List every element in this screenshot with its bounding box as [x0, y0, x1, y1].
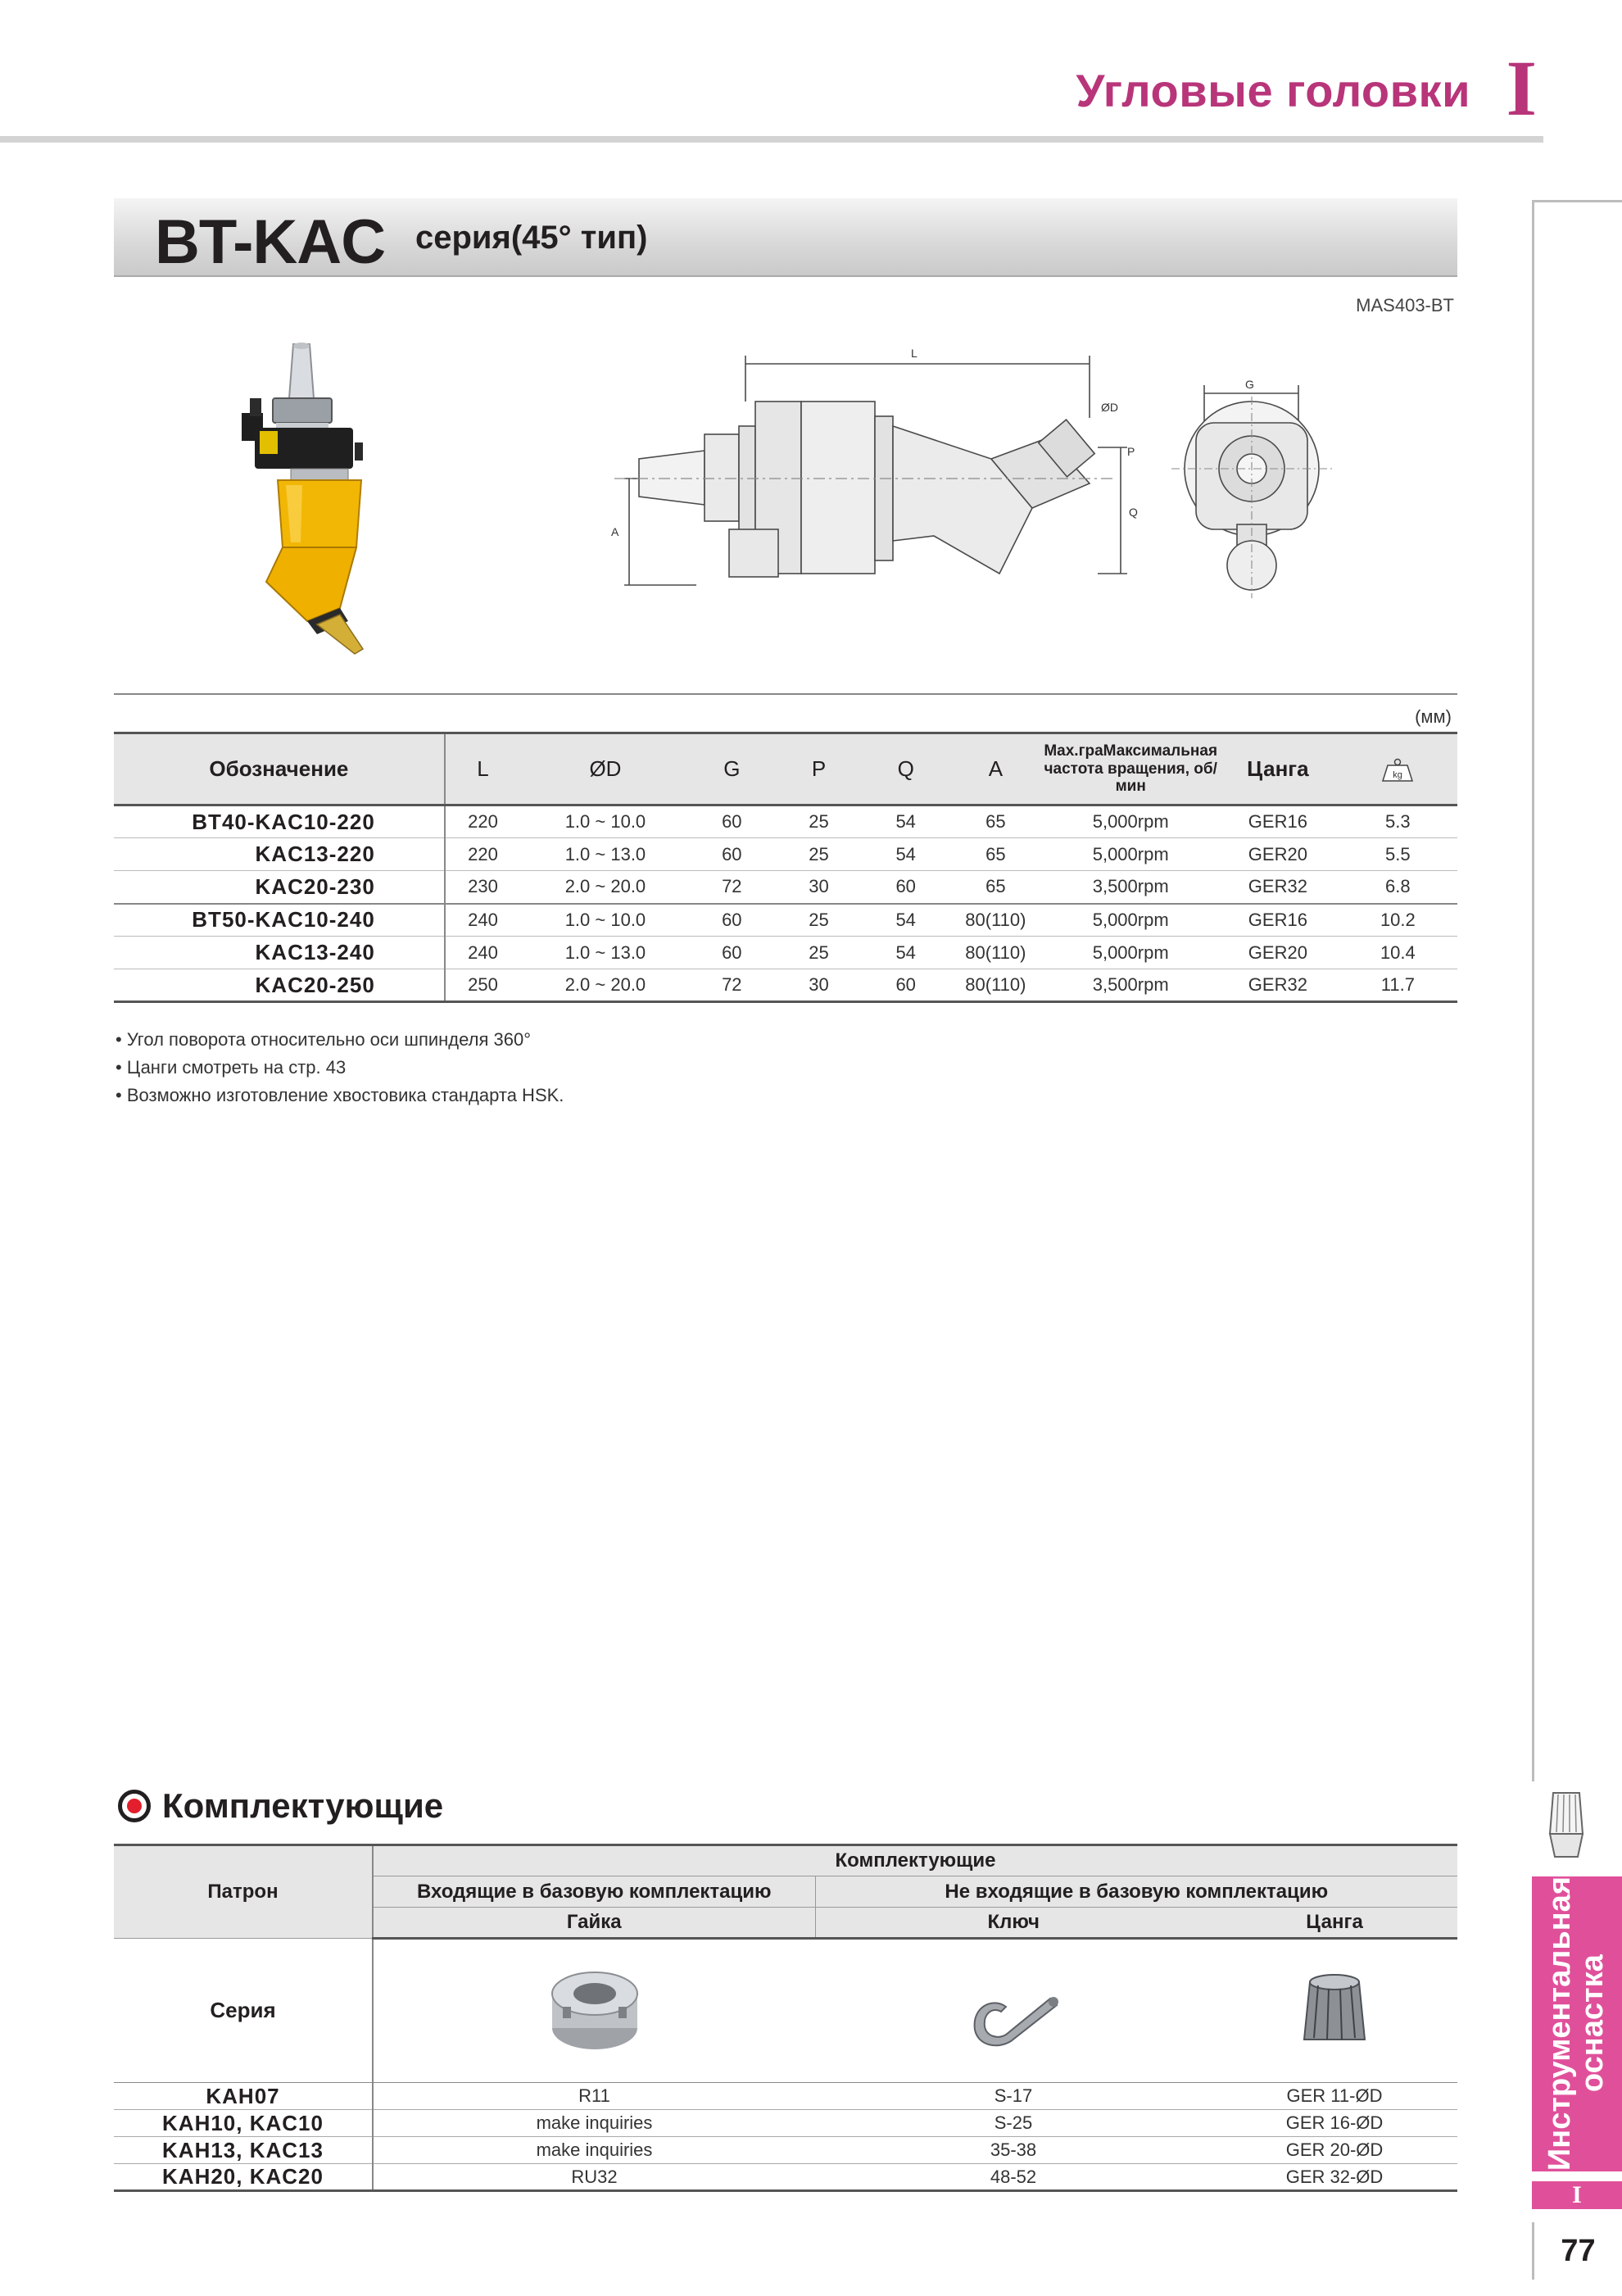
cell-collet: GER32: [1217, 969, 1339, 1002]
series-label: Серия: [114, 1939, 373, 2083]
header-collet: Цанга: [1212, 1908, 1457, 1939]
cell-key: S-25: [815, 2110, 1212, 2137]
cell-designation: KAC13-220: [114, 838, 445, 871]
accessories-image-row: [114, 1939, 1457, 2083]
cell-p: 25: [773, 805, 864, 838]
side-view-drawing: [606, 336, 1147, 631]
cell-weight: 10.4: [1339, 937, 1457, 969]
cell-q: 54: [864, 904, 947, 937]
cell-designation: KAC20-230: [114, 871, 445, 904]
cell-weight: 11.7: [1339, 969, 1457, 1002]
note-item: • Цанги смотреть на стр. 43: [116, 1057, 347, 1078]
note-item: • Угол поворота относительно оси шпинделя 360°: [116, 1029, 532, 1050]
cell-key: 35-38: [815, 2137, 1212, 2164]
cell-weight: 5.5: [1339, 838, 1457, 871]
cell-collet: GER 16-ØD: [1212, 2110, 1457, 2137]
cell-nut: RU32: [373, 2164, 815, 2191]
table-row: [114, 904, 1457, 937]
product-series: серия(45° тип): [415, 220, 648, 256]
table-row: [114, 937, 1457, 969]
page-header: [0, 0, 1622, 147]
table-row: [114, 2110, 1457, 2137]
spec-table-header: [114, 733, 1457, 805]
cell-rpm: 3,500rpm: [1044, 871, 1217, 904]
cell-p: 25: [773, 904, 864, 937]
section-tab[interactable]: [1532, 1876, 1622, 2171]
header-key: Ключ: [815, 1908, 1212, 1939]
cell-nut: R11: [373, 2083, 815, 2110]
accessories-title: Комплектующие: [162, 1786, 444, 1825]
front-view-drawing: [1163, 377, 1343, 623]
header-d: ØD: [520, 733, 690, 805]
header-collet: Цанга: [1217, 733, 1339, 805]
cell-d: 1.0 ~ 13.0: [520, 937, 690, 969]
cell-collet: GER 11-ØD: [1212, 2083, 1457, 2110]
dim-label-a: A: [611, 525, 619, 538]
unit-label: (мм): [1415, 706, 1452, 727]
section-tab-label: Инструментальная оснастка: [1543, 1876, 1610, 2171]
cell-weight: 6.8: [1339, 871, 1457, 904]
accessories-table: [114, 1844, 1457, 2192]
svg-text:kg: kg: [1393, 769, 1403, 780]
cell-d: 1.0 ~ 10.0: [520, 805, 690, 838]
cell-rpm: 5,000rpm: [1044, 904, 1217, 937]
header-designation: Обозначение: [114, 733, 445, 805]
cell-l: 240: [445, 904, 520, 937]
header-max-rpm: Max.граМаксимальная частота вращения, об/мин: [1044, 733, 1217, 805]
cell-designation: KAC13-240: [114, 937, 445, 969]
standard-label: MAS403-BT: [1356, 295, 1454, 315]
cell-q: 60: [864, 871, 947, 904]
cell-collet: GER16: [1217, 904, 1339, 937]
cell-l: 220: [445, 838, 520, 871]
cell-p: 30: [773, 969, 864, 1002]
dim-label-g: G: [1245, 378, 1254, 391]
page-title: Угловые головки: [1076, 65, 1470, 116]
side-border: [1532, 200, 1622, 1781]
cell-l: 240: [445, 937, 520, 969]
product-model: BT-KAC: [155, 207, 386, 277]
cell-p: 30: [773, 871, 864, 904]
cell-q: 54: [864, 937, 947, 969]
cell-a: 80(110): [947, 904, 1044, 937]
table-row: [114, 871, 1457, 904]
cell-l: 250: [445, 969, 520, 1002]
cell-p: 25: [773, 838, 864, 871]
cell-designation: KAC20-250: [114, 969, 445, 1002]
cell-d: 1.0 ~ 10.0: [520, 904, 690, 937]
cell-a: 65: [947, 805, 1044, 838]
cell-d: 2.0 ~ 20.0: [520, 969, 690, 1002]
cell-g: 60: [691, 805, 773, 838]
cell-rpm: 5,000rpm: [1044, 805, 1217, 838]
cell-q: 60: [864, 969, 947, 1002]
cell-nut: make inquiries: [373, 2137, 815, 2164]
header-weight: [1339, 733, 1457, 805]
header-q: Q: [864, 733, 947, 805]
note-item: • Возможно изготовление хвостовика стандарта HSK.: [116, 1085, 564, 1105]
header-divider: [0, 136, 1543, 143]
dim-label-l: L: [911, 347, 917, 360]
cell-rpm: 5,000rpm: [1044, 937, 1217, 969]
collet-image: [1273, 1966, 1396, 2056]
section-roman-numeral: I: [1506, 44, 1537, 132]
collet-icon: [1542, 1786, 1591, 1862]
wrench-image: [952, 1966, 1075, 2056]
notes-list: [116, 1026, 564, 1109]
table-row: [114, 805, 1457, 838]
wrench-image-cell: [815, 1939, 1212, 2083]
cell-g: 72: [691, 871, 773, 904]
header-p: P: [773, 733, 864, 805]
cell-g: 60: [691, 904, 773, 937]
dim-label-q: Q: [1129, 506, 1138, 519]
spec-table: [114, 732, 1457, 1003]
cell-p: 25: [773, 937, 864, 969]
cell-g: 60: [691, 937, 773, 969]
cell-collet: GER16: [1217, 805, 1339, 838]
header-included: Входящие в базовую комплектацию: [373, 1876, 815, 1908]
cell-collet: GER 20-ØD: [1212, 2137, 1457, 2164]
cell-l: 230: [445, 871, 520, 904]
cell-holder: KAH10, KAC10: [114, 2110, 373, 2137]
cell-weight: 5.3: [1339, 805, 1457, 838]
section-tab-roman: I: [1532, 2181, 1622, 2209]
cell-q: 54: [864, 805, 947, 838]
cell-key: S-17: [815, 2083, 1212, 2110]
cell-a: 80(110): [947, 969, 1044, 1002]
cell-d: 2.0 ~ 20.0: [520, 871, 690, 904]
cell-holder: KAH13, KAC13: [114, 2137, 373, 2164]
dim-label-p: P: [1127, 445, 1135, 458]
cell-holder: KAH20, KAC20: [114, 2164, 373, 2191]
weight-icon: [1380, 758, 1415, 783]
target-bullet-icon: [118, 1790, 151, 1822]
table-row: [114, 969, 1457, 1002]
table-row: [114, 838, 1457, 871]
nut-image: [533, 1966, 656, 2056]
header-g: G: [691, 733, 773, 805]
cell-rpm: 5,000rpm: [1044, 838, 1217, 871]
cell-g: 60: [691, 838, 773, 871]
cell-rpm: 3,500rpm: [1044, 969, 1217, 1002]
cell-weight: 10.2: [1339, 904, 1457, 937]
header-l: L: [445, 733, 520, 805]
header-not-included: Не входящие в базовую комплектацию: [815, 1876, 1457, 1908]
header-accessories: Комплектующие: [373, 1845, 1457, 1876]
angle-head-photo: [217, 338, 381, 657]
table-row: [114, 2137, 1457, 2164]
header-a: A: [947, 733, 1044, 805]
spec-table-rule: [114, 693, 1457, 695]
accessories-heading: [118, 1786, 443, 1826]
cell-collet: GER32: [1217, 871, 1339, 904]
header-nut: Гайка: [373, 1908, 815, 1939]
table-row: [114, 2164, 1457, 2191]
header-holder: Патрон: [114, 1845, 373, 1939]
cell-designation: BT40-KAC10-220: [114, 805, 445, 838]
cell-collet: GER20: [1217, 838, 1339, 871]
cell-a: 65: [947, 838, 1044, 871]
cell-l: 220: [445, 805, 520, 838]
dim-label-d: ØD: [1101, 401, 1118, 414]
cell-nut: make inquiries: [373, 2110, 815, 2137]
collet-image-cell: [1212, 1939, 1457, 2083]
nut-image-cell: [373, 1939, 815, 2083]
table-row: [114, 2083, 1457, 2110]
cell-d: 1.0 ~ 13.0: [520, 838, 690, 871]
cell-holder: KAH07: [114, 2083, 373, 2110]
cell-designation: BT50-KAC10-240: [114, 904, 445, 937]
cell-collet: GER20: [1217, 937, 1339, 969]
cell-g: 72: [691, 969, 773, 1002]
cell-a: 65: [947, 871, 1044, 904]
cell-collet: GER 32-ØD: [1212, 2164, 1457, 2191]
cell-q: 54: [864, 838, 947, 871]
product-title-bar: [114, 198, 1457, 277]
cell-a: 80(110): [947, 937, 1044, 969]
accessories-header-row: [114, 1845, 1457, 1876]
cell-key: 48-52: [815, 2164, 1212, 2191]
page-number: 77: [1532, 2222, 1622, 2280]
